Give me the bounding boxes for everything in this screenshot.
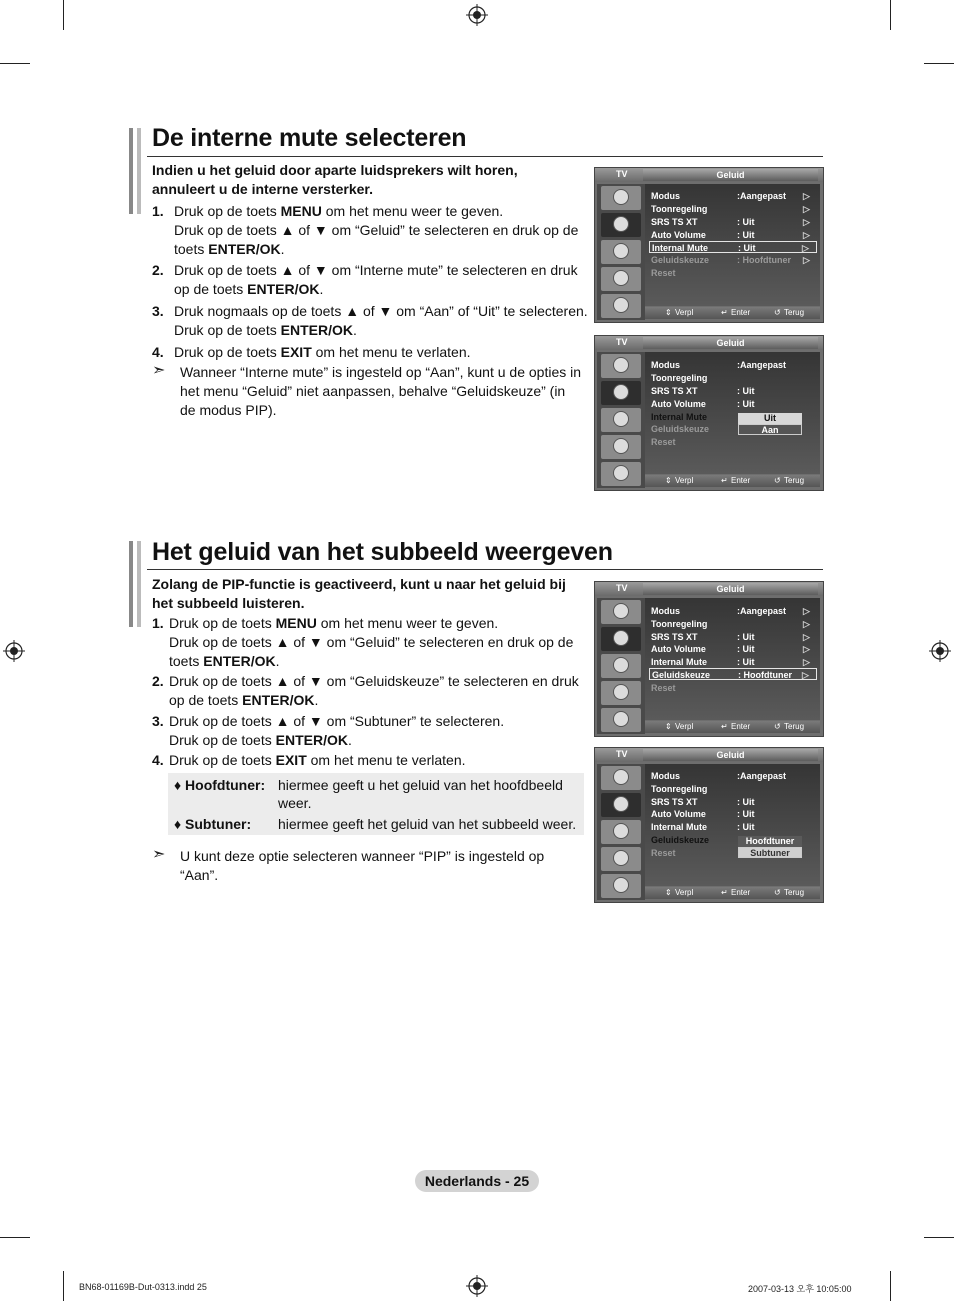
step-4: 4. Druk op de toets EXIT om het menu te verlaten.	[152, 752, 466, 768]
step-1: 1. Druk op de toets MENU om het menu weer te geven. Druk op de toets ▲ of ▼ om “Geluid” te selecteren en druk op de toets ENTER/OK.	[152, 615, 574, 669]
move-icon: ⇕	[665, 476, 672, 485]
menu-row-auto-volume[interactable]: Auto Volume : Uit ▷	[651, 644, 810, 654]
menu-row-modus[interactable]: Modus :Aangepast ▷	[651, 191, 810, 201]
back-icon: ↺	[774, 308, 781, 317]
menu-footer: ⇕ Verpl ↵ Enter ↺ Terug	[645, 887, 820, 899]
crop-mark	[924, 63, 954, 64]
section-bar	[129, 541, 133, 627]
option-subtuner[interactable]: Subtuner	[738, 847, 802, 858]
picture-icon[interactable]	[601, 600, 641, 624]
tv-label: TV	[616, 169, 628, 179]
step-1: 1. Druk op de toets MENU om het menu weer te geven. Druk op de toets ▲ of ▼ om “Geluid” te selecteren en druk op de toets ENTER/OK.	[152, 203, 579, 257]
input-icon[interactable]	[601, 708, 641, 732]
back-icon: ↺	[774, 888, 781, 897]
tv-label: TV	[616, 749, 628, 759]
menu-row-reset[interactable]: Reset	[651, 437, 676, 447]
channel-icon[interactable]	[601, 820, 641, 844]
menu-row-geluidskeuze[interactable]: Geluidskeuze	[651, 835, 710, 845]
tv-menu-panel	[594, 747, 824, 903]
picture-icon[interactable]	[601, 354, 641, 378]
tab-geluid[interactable]: Geluid	[643, 749, 818, 761]
back-icon: ↺	[774, 722, 781, 731]
option-aan[interactable]: Aan	[738, 424, 802, 435]
menu-row-toonregeling[interactable]: Toonregeling ▷	[651, 619, 810, 629]
move-icon: ⇕	[665, 308, 672, 317]
menu-row-reset[interactable]: Reset	[651, 848, 676, 858]
step-2: 2. Druk op de toets ▲ of ▼ om “Interne mute” te selecteren en druk op de toets ENTER/OK.	[152, 262, 578, 297]
menu-row-auto-volume[interactable]: Auto Volume : Uit ▷	[651, 230, 810, 240]
menu-row-reset[interactable]: Reset	[651, 683, 676, 693]
step-4: 4. Druk op de toets EXIT om het menu te verlaten.	[152, 344, 471, 360]
tv-menu-panel	[594, 335, 824, 491]
menu-row-geluidskeuze[interactable]: Geluidskeuze	[651, 424, 710, 434]
menu-row-modus[interactable]: Modus :Aangepast	[651, 360, 787, 370]
sound-icon[interactable]	[601, 793, 641, 817]
note: ➣ U kunt deze optie selecteren wanneer “PIP” is ingesteld op “Aan”.	[152, 846, 545, 883]
footer-timestamp: 2007-03-13 오후 10:05:00	[748, 1284, 852, 1294]
channel-icon[interactable]	[601, 654, 641, 678]
menu-footer: ⇕ Verpl ↵ Enter ↺ Terug	[645, 721, 820, 733]
enter-icon: ↵	[721, 476, 728, 485]
options-table	[168, 773, 584, 835]
menu-row-geluidskeuze[interactable]: Geluidskeuze : Hoofdtuner ▷	[649, 668, 817, 680]
menu-row-internal-mute[interactable]: Internal Mute : Uit	[651, 822, 755, 832]
option-hoofdtuner: ♦ Hoofdtuner: hiermee geeft u het geluid van het hoofdbeeld weer.	[174, 777, 563, 811]
menu-row-internal-mute[interactable]: Internal Mute	[651, 412, 708, 422]
setup-icon[interactable]	[601, 267, 641, 291]
crop-mark	[0, 63, 30, 64]
tv-label: TV	[616, 583, 628, 593]
tab-geluid[interactable]: Geluid	[643, 169, 818, 181]
menu-row-auto-volume[interactable]: Auto Volume : Uit	[651, 809, 755, 819]
sound-icon[interactable]	[601, 381, 641, 405]
tv-menu-panel	[594, 167, 824, 323]
section-title: De interne mute selecteren	[152, 124, 467, 152]
step-3: 3. Druk nogmaals op de toets ▲ of ▼ om “Aan” of “Uit” te selecteren. Druk op de toets ENTER/OK.	[152, 303, 588, 338]
note-arrow-icon: ➣	[152, 362, 166, 379]
menu-row-modus[interactable]: Modus :Aangepast ▷	[651, 606, 810, 616]
section-bar	[129, 128, 133, 214]
back-icon: ↺	[774, 476, 781, 485]
move-icon: ⇕	[665, 722, 672, 731]
registration-mark-icon	[466, 1275, 488, 1297]
footer-file-info: BN68-01169B-Dut-0313.indd 25	[79, 1282, 207, 1292]
sound-icon[interactable]	[601, 213, 641, 237]
crop-mark	[63, 1271, 64, 1301]
enter-icon: ↵	[721, 308, 728, 317]
menu-row-srs[interactable]: SRS TS XT : Uit	[651, 386, 755, 396]
registration-mark-icon	[3, 640, 25, 662]
menu-row-toonregeling[interactable]: Toonregeling	[651, 373, 708, 383]
crop-mark	[0, 1237, 30, 1238]
menu-row-auto-volume[interactable]: Auto Volume : Uit	[651, 399, 755, 409]
channel-icon[interactable]	[601, 240, 641, 264]
picture-icon[interactable]	[601, 186, 641, 210]
step-3: 3. Druk op de toets ▲ of ▼ om “Subtuner” te selecteren. Druk op de toets ENTER/OK.	[152, 713, 505, 748]
move-icon: ⇕	[665, 888, 672, 897]
section-title: Het geluid van het subbeeld weergeven	[152, 538, 613, 566]
sound-icon[interactable]	[601, 627, 641, 651]
tab-geluid[interactable]: Geluid	[643, 337, 818, 349]
crop-mark	[63, 0, 64, 30]
page-number-badge: Nederlands - 25	[415, 1170, 539, 1192]
menu-row-internal-mute[interactable]: Internal Mute : Uit ▷	[651, 657, 810, 667]
registration-mark-icon	[466, 4, 488, 26]
input-icon[interactable]	[601, 294, 641, 318]
section-rule	[147, 569, 823, 570]
menu-row-srs[interactable]: SRS TS XT : Uit ▷	[651, 632, 810, 642]
menu-row-toonregeling[interactable]: Toonregeling	[651, 784, 708, 794]
menu-footer: ⇕ Verpl ↵ Enter ↺ Terug	[645, 475, 820, 487]
menu-row-srs[interactable]: SRS TS XT : Uit	[651, 797, 755, 807]
section-intro: Indien u het geluid door aparte luidsprekers wilt horen, annuleert u de interne versterker.	[152, 162, 518, 197]
registration-mark-icon	[929, 640, 951, 662]
step-2: 2. Druk op de toets ▲ of ▼ om “Geluidskeuze” te selecteren en druk op de toets ENTER/OK.	[152, 673, 579, 708]
setup-icon[interactable]	[601, 435, 641, 459]
enter-icon: ↵	[721, 888, 728, 897]
menu-row-internal-mute[interactable]: Internal Mute : Uit ▷	[649, 241, 817, 253]
enter-icon: ↵	[721, 722, 728, 731]
menu-row-modus[interactable]: Modus :Aangepast	[651, 771, 787, 781]
tv-menu-panel	[594, 581, 824, 737]
setup-icon[interactable]	[601, 681, 641, 705]
note-arrow-icon: ➣	[152, 846, 166, 863]
section-rule	[147, 156, 823, 157]
section-bar	[137, 541, 141, 627]
crop-mark	[924, 1237, 954, 1238]
section-bar	[137, 128, 141, 214]
tv-label: TV	[616, 337, 628, 347]
channel-icon[interactable]	[601, 408, 641, 432]
section-intro: Zolang de PIP-functie is geactiveerd, kunt u naar het geluid bij het subbeeld luisteren.	[152, 576, 566, 611]
option-hoofdtuner[interactable]: Hoofdtuner	[738, 836, 802, 847]
menu-row-toonregeling[interactable]: Toonregeling ▷	[651, 204, 810, 214]
input-icon[interactable]	[601, 874, 641, 898]
option-uit[interactable]: Uit	[738, 413, 802, 424]
crop-mark	[890, 1271, 891, 1301]
menu-footer: ⇕ Verpl ↵ Enter ↺ Terug	[645, 307, 820, 319]
picture-icon[interactable]	[601, 766, 641, 790]
note: ➣ Wanneer “Interne mute” is ingesteld op “Aan”, kunt u de opties in het menu “Geluid” niet aanpassen, behalve “Geluidskeuze” (in de modus PIP).	[152, 362, 582, 418]
tab-geluid[interactable]: Geluid	[643, 583, 818, 595]
menu-row-geluidskeuze[interactable]: Geluidskeuze : Hoofdtuner ▷	[651, 255, 810, 265]
setup-icon[interactable]	[601, 847, 641, 871]
input-icon[interactable]	[601, 462, 641, 486]
option-subtuner: ♦ Subtuner: hiermee geeft het geluid van het subbeeld weer.	[174, 816, 577, 832]
menu-row-reset[interactable]: Reset	[651, 268, 676, 278]
menu-row-srs[interactable]: SRS TS XT : Uit ▷	[651, 217, 810, 227]
crop-mark	[890, 0, 891, 30]
